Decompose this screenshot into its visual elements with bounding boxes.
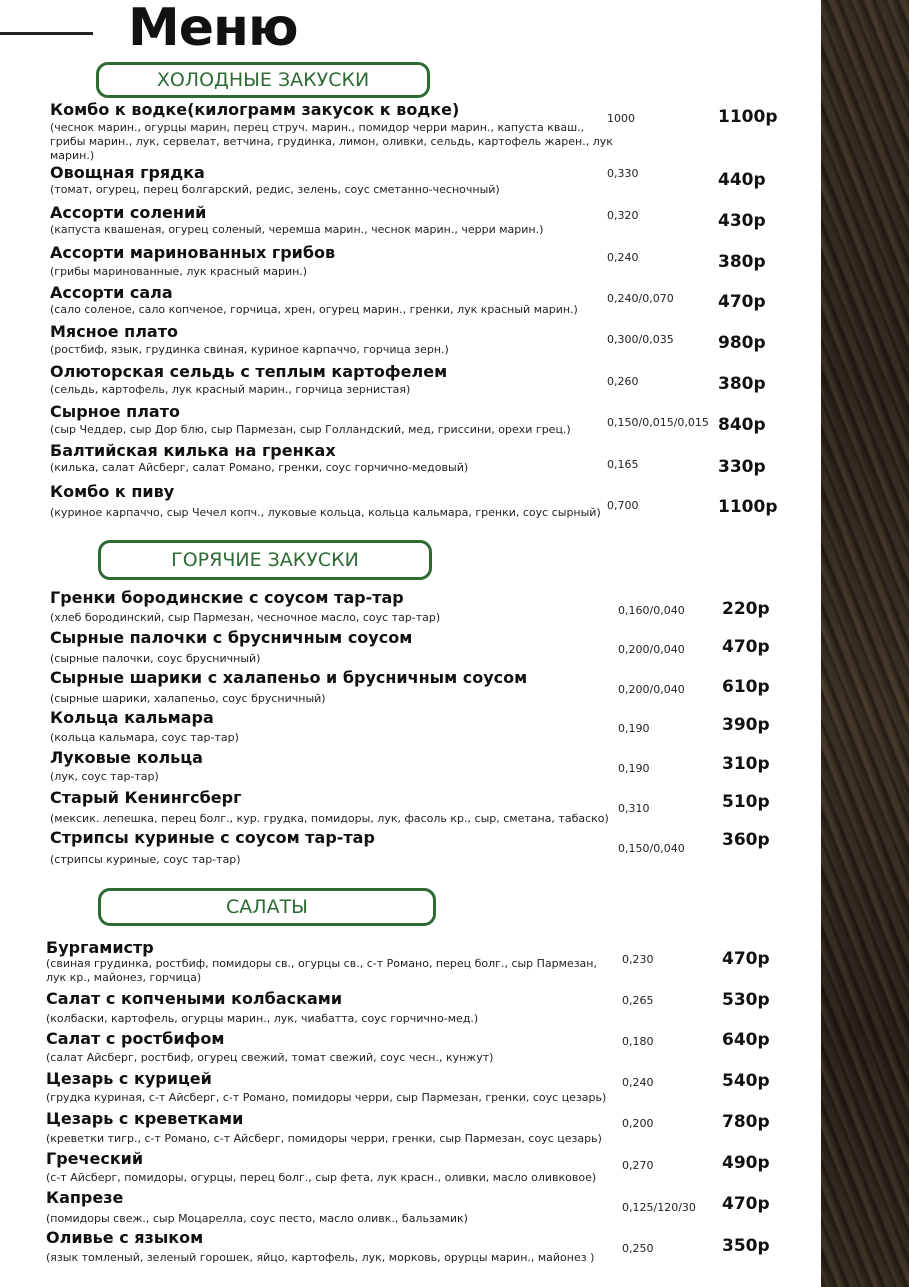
item-name: Сырные палочки с брусничным соусом xyxy=(50,628,413,647)
item-name: Сырное плато xyxy=(50,402,180,421)
item-description: (сало соленое, сало копченое, горчица, хрен, огурец марин., гренки, лук красный марин.) xyxy=(50,303,578,316)
title-rule xyxy=(0,32,93,35)
item-weight: 0,240 xyxy=(607,251,639,264)
item-description: (томат, огурец, перец болгарский, редис, зелень, соус сметанно-чесночный) xyxy=(50,183,500,196)
item-name: Ассорти маринованных грибов xyxy=(50,243,336,262)
item-weight: 0,150/0,040 xyxy=(618,842,685,855)
item-weight: 0,270 xyxy=(622,1159,654,1172)
item-name: Бургамистр xyxy=(46,938,154,957)
item-price: 220р xyxy=(722,599,770,619)
item-name: Салат с копчеными колбасками xyxy=(46,989,343,1008)
item-weight: 0,125/120/30 xyxy=(622,1201,696,1214)
item-price: 490р xyxy=(722,1153,770,1173)
wood-texture-panel xyxy=(821,0,909,1287)
item-description: (сельдь, картофель, лук красный марин., горчица зернистая) xyxy=(50,383,411,396)
item-weight: 0,240/0,070 xyxy=(607,292,674,305)
item-weight: 0,165 xyxy=(607,458,639,471)
item-name: Салат с ростбифом xyxy=(46,1029,225,1048)
item-name: Ассорти солений xyxy=(50,203,207,222)
item-price: 430р xyxy=(718,211,766,231)
item-name: Луковые кольца xyxy=(50,748,203,767)
item-name: Олюторская сельдь с теплым картофелем xyxy=(50,362,448,381)
item-description: (с-т Айсберг, помидоры, огурцы, перец болг., сыр фета, лук красн., оливки, масло оливковое) xyxy=(46,1171,597,1184)
item-name: Старый Кенингсберг xyxy=(50,788,242,807)
item-weight: 0,190 xyxy=(618,762,650,775)
item-price: 780р xyxy=(722,1112,770,1132)
item-price: 360р xyxy=(722,830,770,850)
item-weight: 0,230 xyxy=(622,953,654,966)
item-name: Балтийская килька на гренках xyxy=(50,441,336,460)
item-price: 470р xyxy=(722,1194,770,1214)
item-name: Цезарь с креветками xyxy=(46,1109,244,1128)
item-name: Комбо к пиву xyxy=(50,482,175,501)
item-price: 380р xyxy=(718,374,766,394)
item-description: (грудка куриная, с-т Айсберг, с-т Романо, помидоры черри, сыр Пармезан, гренки, соус цезарь) xyxy=(46,1091,607,1104)
item-name: Капрезе xyxy=(46,1188,124,1207)
item-description: (колбаски, картофель, огурцы марин., лук, чиабатта, соус горчично-мед.) xyxy=(46,1012,479,1025)
item-name: Ассорти сала xyxy=(50,283,173,302)
item-price: 440р xyxy=(718,170,766,190)
item-weight: 0,190 xyxy=(618,722,650,735)
item-price: 980р xyxy=(718,333,766,353)
item-price: 610р xyxy=(722,677,770,697)
item-name: Комбо к водке(килограмм закусок к водке) xyxy=(50,100,460,119)
item-price: 1100р xyxy=(718,497,778,517)
item-weight: 0,265 xyxy=(622,994,654,1007)
item-name: Гренки бородинские с соусом тар-тар xyxy=(50,588,404,607)
item-name: Сырные шарики с халапеньо и брусничным соусом xyxy=(50,668,528,687)
item-weight: 0,160/0,040 xyxy=(618,604,685,617)
item-price: 330р xyxy=(718,457,766,477)
item-weight: 0,310 xyxy=(618,802,650,815)
item-description: (куриное карпаччо, сыр Чечел копч., луковые кольца, кольца кальмара, гренки, соус сырный) xyxy=(50,506,601,519)
item-weight: 0,200/0,040 xyxy=(618,683,685,696)
section-header-salads: САЛАТЫ xyxy=(98,888,436,926)
item-name: Кольца кальмара xyxy=(50,708,214,727)
item-price: 840р xyxy=(718,415,766,435)
item-price: 1100р xyxy=(718,107,778,127)
item-name: Овощная грядка xyxy=(50,163,205,182)
item-price: 470р xyxy=(718,292,766,312)
item-weight: 0,260 xyxy=(607,375,639,388)
item-weight: 0,300/0,035 xyxy=(607,333,674,346)
item-weight: 0,250 xyxy=(622,1242,654,1255)
item-description: (килька, салат Айсберг, салат Романо, гренки, соус горчично-медовый) xyxy=(50,461,469,474)
item-weight: 0,700 xyxy=(607,499,639,512)
item-description: (креветки тигр., с-т Романо, с-т Айсберг, помидоры черри, гренки, сыр Пармезан, соус цезарь) xyxy=(46,1132,602,1145)
section-header-hot: ГОРЯЧИЕ ЗАКУСКИ xyxy=(98,540,432,580)
section-header-cold: ХОЛОДНЫЕ ЗАКУСКИ xyxy=(96,62,430,98)
item-name: Стрипсы куриные с соусом тар-тар xyxy=(50,828,375,847)
item-weight: 0,200/0,040 xyxy=(618,643,685,656)
item-price: 380р xyxy=(718,252,766,272)
item-weight: 0,330 xyxy=(607,167,639,180)
item-price: 310р xyxy=(722,754,770,774)
item-description: (чеснок марин., огурцы марин, перец струч. марин., помидор черри марин., капуста кваш., грибы марин., лук, сервелат, ветчина, грудинка, лимон, оливки, сельдь, картофель жарен., лук марин.) xyxy=(50,121,613,162)
page-title: Меню xyxy=(128,0,298,58)
item-weight: 1000 xyxy=(607,112,635,125)
item-weight: 0,180 xyxy=(622,1035,654,1048)
item-price: 470р xyxy=(722,949,770,969)
item-price: 390р xyxy=(722,715,770,735)
item-name: Оливье с языком xyxy=(46,1228,204,1247)
item-description: (сыр Чеддер, сыр Дор блю, сыр Пармезан, сыр Голландский, мед, гриссини, орехи грец.) xyxy=(50,423,571,436)
item-description: (сырные палочки, соус брусничный) xyxy=(50,652,261,665)
item-price: 470р xyxy=(722,637,770,657)
item-description: (кольца кальмара, соус тар-тар) xyxy=(50,731,239,744)
item-price: 540р xyxy=(722,1071,770,1091)
item-description: (стрипсы куриные, соус тар-тар) xyxy=(50,853,241,866)
item-price: 350р xyxy=(722,1236,770,1256)
item-description: (свиная грудинка, ростбиф, помидоры св., огурцы св., с-т Романо, перец болг., сыр Пармезан, лук кр., майонез, горчица) xyxy=(46,957,597,984)
item-weight: 0,200 xyxy=(622,1117,654,1130)
item-price: 530р xyxy=(722,990,770,1010)
item-name: Мясное плато xyxy=(50,322,178,341)
item-weight: 0,240 xyxy=(622,1076,654,1089)
item-description: (помидоры свеж., сыр Моцарелла, соус песто, масло оливк., бальзамик) xyxy=(46,1212,468,1225)
item-description: (капуста квашеная, огурец соленый, черемша марин., чеснок марин., черри марин.) xyxy=(50,223,544,236)
item-description: (лук, соус тар-тар) xyxy=(50,770,159,783)
item-price: 510р xyxy=(722,792,770,812)
item-description: (салат Айсберг, ростбиф, огурец свежий, томат свежий, соус чесн., кунжут) xyxy=(46,1051,494,1064)
item-weight: 0,150/0,015/0,015 xyxy=(607,416,709,429)
item-description: (язык томленый, зеленый горошек, яйцо, картофель, лук, морковь, орурцы марин., майонез ) xyxy=(46,1251,595,1264)
item-description: (грибы маринованные, лук красный марин.) xyxy=(50,265,308,278)
item-name: Греческий xyxy=(46,1149,144,1168)
item-description: (хлеб бородинский, сыр Пармезан, чесночное масло, соус тар-тар) xyxy=(50,611,441,624)
item-description: (мексик. лепешка, перец болг., кур. грудка, помидоры, лук, фасоль кр., сыр, сметана, табаско) xyxy=(50,812,609,825)
item-name: Цезарь с курицей xyxy=(46,1069,212,1088)
item-weight: 0,320 xyxy=(607,209,639,222)
item-description: (ростбиф, язык, грудинка свиная, куриное карпаччо, горчица зерн.) xyxy=(50,343,449,356)
item-price: 640р xyxy=(722,1030,770,1050)
item-description: (сырные шарики, халапеньо, соус брусничный) xyxy=(50,692,326,705)
